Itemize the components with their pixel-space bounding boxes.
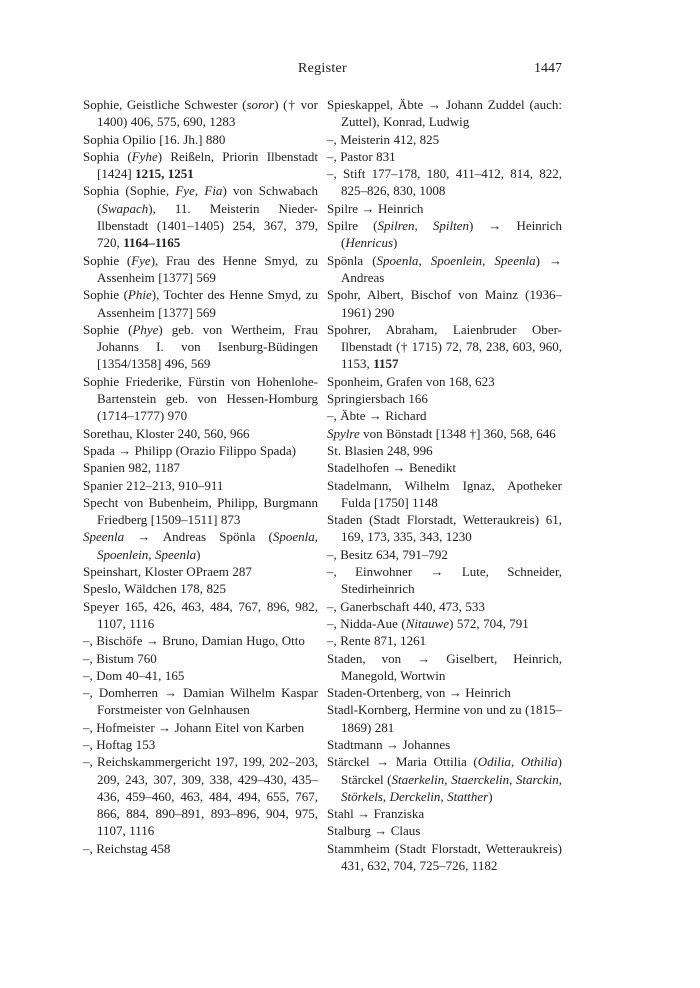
italic-text: Spilten — [432, 218, 469, 234]
entry-text: –, Rente 871, 1261 — [327, 633, 427, 649]
bold-text: 1164–1165 — [123, 235, 181, 251]
italic-text: Odilia — [477, 754, 511, 770]
italic-text: Staerkelin — [391, 771, 445, 787]
italic-text: Othilia — [520, 754, 558, 770]
entry-text: Spohr, Albert, Bischof von Mainz (1936–1961) 290 — [327, 287, 562, 320]
index-entry — [327, 131, 562, 148]
index-entry — [83, 753, 318, 839]
page-number: 1447 — [534, 61, 562, 76]
entry-text: , — [440, 788, 448, 804]
entry-text: Sophia (Sophie, — [83, 183, 176, 199]
entry-text: Sophie ( — [83, 252, 132, 268]
index-entry — [83, 598, 318, 633]
index-entry — [327, 632, 562, 649]
entry-text: –, Äbte → Richard — [327, 408, 427, 424]
entry-text: –, Besitz 634, 791–792 — [327, 546, 448, 562]
entry-text: , — [414, 218, 433, 234]
italic-text: Staerckelin — [451, 771, 510, 787]
italic-text: Störkels — [341, 788, 383, 804]
index-entry — [327, 477, 562, 512]
entry-text: –, Einwohner → Lute, Schneider, Stedirheinrich — [327, 564, 562, 597]
entry-text: ) — [393, 235, 398, 251]
index-entry — [327, 563, 562, 598]
index-entry — [327, 425, 562, 442]
italic-text: Speenla — [83, 529, 125, 545]
italic-text: Speenla — [494, 252, 536, 268]
index-entry — [327, 684, 562, 701]
index-entry — [83, 425, 318, 442]
index-entry — [327, 407, 562, 424]
italic-text: Spoenlein — [430, 252, 483, 268]
index-entry — [327, 321, 562, 373]
bold-text: 1157 — [373, 356, 399, 372]
italic-text: Nitauwe — [405, 615, 450, 631]
entry-text: –, Bischöfe → Bruno, Damian Hugo, Otto — [83, 633, 305, 649]
entry-text: , — [510, 754, 521, 770]
index-entry — [83, 563, 318, 580]
entry-text: Stammheim (Stadt Florstadt, Wetteraukreis) 431, 632, 704, 725–726, 1182 — [327, 840, 562, 874]
index-entry — [83, 148, 318, 183]
entry-text: Staden-Ortenberg, von → Heinrich — [327, 685, 511, 701]
entry-text: Stadelhofen → Benedikt — [327, 460, 456, 476]
italic-text: Speenla — [154, 546, 197, 562]
index-entry — [327, 753, 562, 805]
entry-text: –, Hoftag 153 — [83, 736, 156, 752]
entry-text: Sophie Friederike, Fürstin von Hohenlohe-Bartenstein geb. von Hessen-Homburg (1714–1777) 970 — [83, 373, 318, 424]
index-entry — [327, 840, 562, 875]
entry-text: Stahl → Franziska — [327, 806, 425, 822]
entry-text: Spada → Philipp (Orazio Filippo Spada) — [83, 442, 296, 458]
index-entry — [327, 148, 562, 165]
index-entry — [327, 252, 562, 287]
entry-text: ) Stärckel ( — [341, 754, 563, 787]
index-column-right — [327, 96, 562, 874]
index-entry — [83, 442, 318, 459]
entry-text: ) — [196, 546, 201, 562]
running-head — [83, 61, 562, 79]
entry-text: –, Reichstag 458 — [83, 840, 171, 856]
entry-text: ), 11. Meisterin Nieder-Ilbenstadt (1401–1405) 254, 367, 379, 720, — [97, 200, 318, 251]
entry-text: Sophia Opilio [16. Jh.] 880 — [83, 131, 226, 147]
index-entry — [327, 511, 562, 546]
italic-text: Henricus — [345, 235, 394, 251]
entry-text: –, Reichskammergericht 197, 199, 202–203, 209, 243, 307, 309, 338, 429–430, 435–436, 459–460, 463, 484, 494, 655, 767, 866, 884, 890–891, 893–896, 904, 975, 1107, 1116 — [83, 754, 318, 839]
italic-text: Spoenla — [272, 529, 315, 545]
index-entry — [83, 286, 318, 321]
index-entry — [83, 632, 318, 649]
index-entry — [327, 200, 562, 217]
entry-text: Stadtmann → Johannes — [327, 736, 451, 752]
italic-text: Phye — [132, 321, 159, 337]
entry-text: Spieskappel, Äbte → Johann Zuddel (auch: Zuttel), Konrad, Ludwig — [327, 97, 562, 130]
index-entry — [83, 736, 318, 753]
entry-text: Sorethau, Kloster 240, 560, 966 — [83, 425, 250, 441]
entry-text: Spönla ( — [327, 252, 377, 268]
entry-text: Spanien 982, 1187 — [83, 460, 181, 476]
index-entry — [83, 252, 318, 287]
entry-text: –, Nidda-Aue ( — [327, 615, 406, 631]
entry-text: Sophie, Geistliche Schwester ( — [83, 97, 247, 112]
index-entry — [83, 840, 318, 857]
index-entry — [83, 321, 318, 373]
entry-text: , — [382, 788, 390, 804]
index-entry — [83, 477, 318, 494]
index-entry — [327, 390, 562, 407]
running-head-title: Register — [297, 61, 348, 76]
entry-text: von Bönstadt [1348 †] 360, 568, 646 — [359, 425, 556, 441]
entry-text: –, Hofmeister → Johann Eitel von Karben — [83, 719, 305, 735]
index-entry — [83, 650, 318, 667]
italic-text: Swapach — [101, 200, 149, 216]
index-entry — [327, 373, 562, 390]
entry-text: ) — [488, 788, 493, 804]
index-columns — [83, 96, 562, 874]
index-entry — [83, 528, 318, 563]
entry-text: ), Tochter des Henne Smyd, zu Assenheim [1377] 569 — [97, 287, 318, 320]
entry-text: Speyer 165, 426, 463, 484, 767, 896, 982, 1107, 1116 — [83, 598, 318, 631]
entry-text: ) geb. von Wertheim, Frau Johanns I. von Isenburg-Büdingen [1354/1358] 496, 569 — [97, 321, 318, 372]
entry-text: Staden, von → Giselbert, Heinrich, Manegold, Wortwin — [327, 650, 562, 683]
entry-text: Stalburg → Claus — [327, 823, 421, 839]
entry-text: , — [314, 529, 318, 545]
italic-text: Fia — [204, 183, 223, 199]
entry-text: St. Blasien 248, 996 — [327, 442, 433, 458]
italic-text: Spoenla — [376, 252, 419, 268]
entry-text: Sophie ( — [83, 287, 128, 303]
entry-text: –, Pastor 831 — [327, 148, 396, 164]
index-entry — [83, 131, 318, 148]
index-entry — [327, 459, 562, 476]
index-entry — [327, 96, 562, 131]
index-entry — [327, 286, 562, 321]
index-entry — [327, 165, 562, 200]
entry-text: Sophia ( — [83, 148, 132, 164]
entry-text: , — [558, 771, 563, 787]
entry-text: Spanier 212–213, 910–911 — [83, 477, 224, 493]
entry-text: Specht von Bubenheim, Philipp, Burgmann Friedberg [1509–1511] 873 — [83, 494, 318, 528]
bold-text: 1215, 1251 — [135, 166, 194, 182]
index-entry — [327, 546, 562, 563]
entry-text: , — [509, 771, 516, 787]
entry-text: Stadelmann, Wilhelm Ignaz, Apotheker Fulda [1750] 1148 — [327, 477, 562, 510]
italic-text: Fye — [175, 183, 195, 199]
entry-text: Stadl-Kornberg, Hermine von und zu (1815–1869) 281 — [327, 702, 562, 735]
entry-text: –, Stift 177–178, 180, 411–412, 814, 822, 825–826, 830, 1008 — [327, 166, 562, 199]
index-entry — [83, 494, 318, 529]
index-entry — [327, 822, 562, 839]
entry-text: Stärckel → Maria Ottilia ( — [327, 754, 478, 770]
index-entry — [83, 667, 318, 684]
entry-text: ) → Andreas — [341, 252, 563, 285]
index-column-left — [83, 96, 318, 874]
entry-text: ), Frau des Henne Smyd, zu Assenheim [1377] 569 — [97, 252, 318, 285]
index-entry — [327, 736, 562, 753]
entry-text: Sophie ( — [83, 321, 133, 337]
italic-text: Spylre — [327, 425, 360, 441]
entry-text: ) von Schwabach ( — [97, 183, 319, 216]
italic-text: Starckin — [515, 771, 559, 787]
entry-text: Springiersbach 166 — [327, 391, 428, 407]
index-entry — [327, 615, 562, 632]
index-entry — [83, 182, 318, 251]
index-entry — [327, 650, 562, 685]
entry-text: → Andreas Spönla ( — [124, 529, 273, 545]
entry-text: ) 572, 704, 791 — [449, 615, 529, 631]
index-entry — [83, 719, 318, 736]
entry-text: Spohrer, Abraham, Laienbruder Ober-Ilbenstadt († 1715) 72, 78, 238, 603, 960, 1153, — [327, 321, 562, 372]
entry-text: –, Ganerbschaft 440, 473, 533 — [327, 598, 485, 614]
entry-text: Staden (Stadt Florstadt, Wetteraukreis) 61, 169, 173, 335, 343, 1230 — [327, 512, 562, 545]
entry-text: ) († vor 1400) 406, 575, 690, 1283 — [97, 97, 318, 130]
italic-text: soror — [246, 97, 275, 112]
italic-text: Statther — [447, 788, 489, 804]
entry-text: –, Dom 40–41, 165 — [83, 667, 185, 683]
italic-text: Spilren — [377, 218, 415, 234]
entry-text: Sponheim, Grafen von 168, 623 — [327, 373, 495, 389]
italic-text: Fyhe — [131, 148, 158, 164]
entry-text: , — [148, 546, 155, 562]
entry-text: , — [444, 771, 452, 787]
index-entry — [83, 373, 318, 425]
italic-text: Phie — [127, 287, 152, 303]
index-entry — [327, 805, 562, 822]
entry-text: Spilre → Heinrich — [327, 200, 424, 216]
index-entry — [83, 459, 318, 476]
entry-text: –, Domherren → Damian Wilhelm Kaspar Forstmeister von Gelnhausen — [83, 685, 318, 718]
entry-text: Speslo, Wäldchen 178, 825 — [83, 581, 226, 597]
index-entry — [83, 580, 318, 597]
italic-text: Spoenlein — [97, 546, 149, 562]
index-entry — [327, 701, 562, 736]
entry-text: –, Bistum 760 — [83, 650, 157, 666]
entry-text: , — [418, 252, 431, 268]
entry-text: , — [194, 183, 205, 199]
entry-text: ) Reißeln, Priorin Ilbenstadt [1424] — [97, 148, 318, 182]
entry-text: , — [482, 252, 495, 268]
index-entry — [83, 684, 318, 719]
italic-text: Derckelin — [389, 788, 441, 804]
entry-text: Speinshart, Kloster OPraem 287 — [83, 564, 252, 580]
entry-text: –, Meisterin 412, 825 — [327, 131, 440, 147]
index-entry — [83, 96, 318, 131]
entry-text: Spilre ( — [327, 218, 378, 234]
entry-text: ) → Heinrich ( — [341, 218, 562, 251]
index-entry — [327, 217, 562, 252]
index-entry — [327, 442, 562, 459]
index-entry — [327, 598, 562, 615]
italic-text: Fye — [131, 252, 151, 268]
